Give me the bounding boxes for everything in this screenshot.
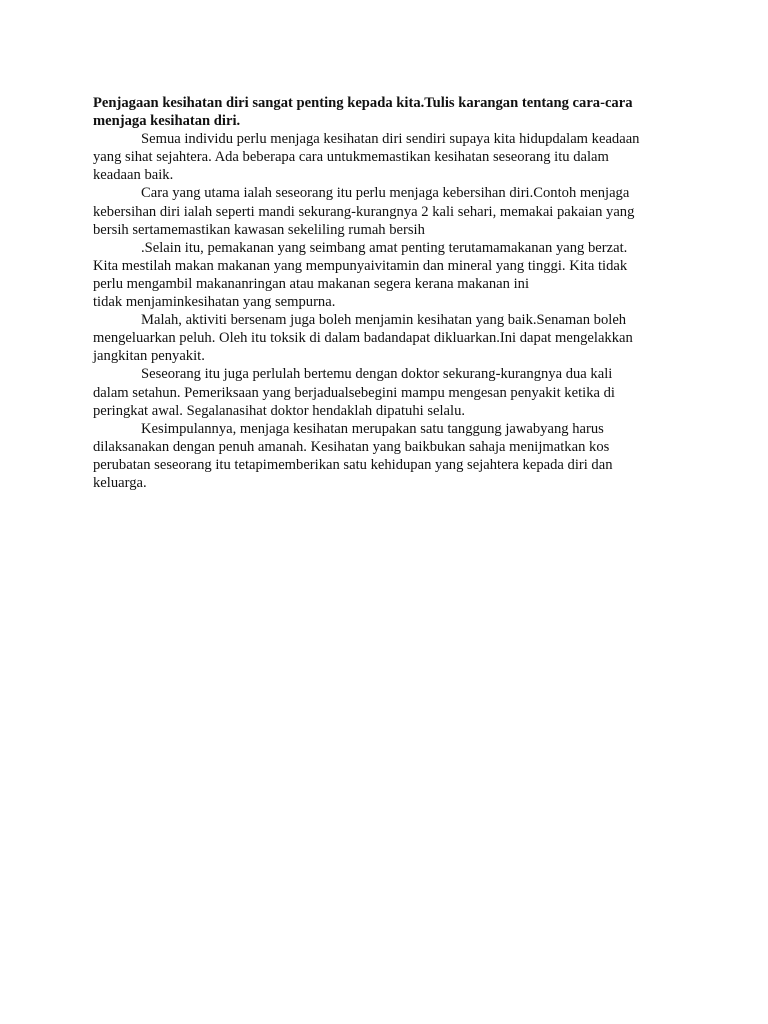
- paragraph-line: perubatan seseorang itu tetapimemberikan satu kehidupan yang sejahtera kepada diri dan: [93, 456, 613, 473]
- paragraph-cleanliness: [93, 184, 683, 238]
- document-body: [93, 94, 683, 492]
- document-title: [93, 94, 683, 130]
- paragraph-line: tidak menjaminkesihatan yang sempurna.: [93, 294, 336, 311]
- paragraph-line: dalam setahun. Pemeriksaan yang berjadualsebegini mampu mengesan penyakit ketika di: [93, 384, 615, 401]
- title-line: menjaga kesihatan diri.: [93, 113, 241, 130]
- paragraph-line: Cara yang utama ialah seseorang itu perlu menjaga kebersihan diri.Contoh menjaga: [141, 185, 630, 202]
- paragraph-line: peringkat awal. Segalanasihat doktor hendaklah dipatuhi selalu.: [93, 402, 466, 419]
- paragraph-introduction: [93, 130, 683, 184]
- paragraph-line: dilaksanakan dengan penuh amanah. Kesihatan yang baikbukan sahaja menijmatkan kos: [93, 438, 610, 455]
- title-line: Penjagaan kesihatan diri sangat penting kepada kita.Tulis karangan tentang cara-cara: [93, 95, 633, 111]
- paragraph-line: perlu mengambil makananringan atau makanan segera kerana makanan ini: [93, 275, 530, 292]
- paragraph-line: mengeluarkan peluh. Oleh itu toksik di dalam badandapat dikluarkan.Ini dapat mengelakkan: [93, 330, 633, 347]
- paragraph-line: bersih sertamemastikan kawasan sekeliling rumah bersih: [93, 221, 425, 238]
- paragraph-line: yang sihat sejahtera. Ada beberapa cara untukmemastikan kesihatan seseorang itu dalam: [93, 149, 609, 166]
- paragraph-diet: [93, 239, 683, 311]
- paragraph-line: .Selain itu, pemakanan yang seimbang amat penting terutamamakanan yang berzat.: [141, 239, 628, 256]
- paragraph-line: keadaan baik.: [93, 167, 174, 184]
- paragraph-line: kebersihan diri ialah seperti mandi sekurang-kurangnya 2 kali sehari, memakai pakaian yang: [93, 203, 635, 220]
- paragraph-conclusion: [93, 420, 683, 492]
- paragraph-line: Kita mestilah makan makanan yang mempunyaivitamin dan mineral yang tinggi. Kita tidak: [93, 257, 628, 274]
- paragraph-line: Malah, aktiviti bersenam juga boleh menjamin kesihatan yang baik.Senaman boleh: [141, 312, 627, 329]
- paragraph-line: Semua individu perlu menjaga kesihatan diri sendiri supaya kita hidupdalam keadaan: [141, 131, 640, 148]
- paragraph-exercise: [93, 311, 683, 365]
- paragraph-line: Kesimpulannya, menjaga kesihatan merupakan satu tanggung jawabyang harus: [141, 420, 604, 437]
- paragraph-line: keluarga.: [93, 474, 147, 491]
- paragraph-line: Seseorang itu juga perlulah bertemu dengan doktor sekurang-kurangnya dua kali: [141, 366, 613, 383]
- paragraph-doctor: [93, 365, 683, 419]
- paragraph-line: jangkitan penyakit.: [93, 348, 205, 365]
